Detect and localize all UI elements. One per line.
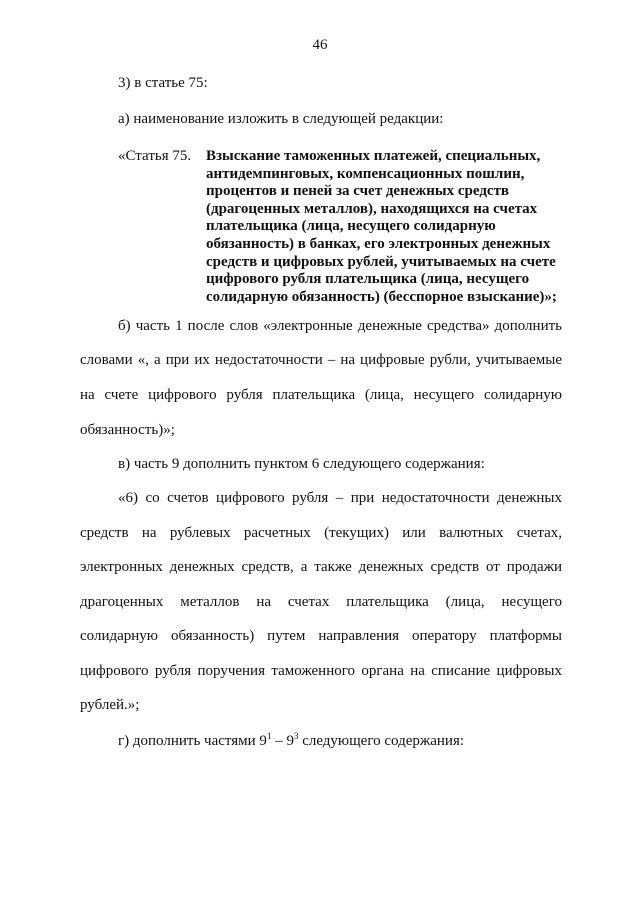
item-g-suffix: следующего содержания:	[298, 733, 465, 749]
article-label: «Статья 75.	[118, 148, 192, 164]
page-number: 46	[312, 37, 328, 53]
item-v-text-line-1: «6) со счетов цифрового рубля – при недостаточности денежных	[118, 490, 562, 506]
item-b-line-3: на счете цифрового рубля плательщика (лица, несущего солидарную	[80, 387, 562, 403]
item-g-prefix: г) дополнить частями 9	[118, 733, 267, 749]
item-b-line-4: обязанность)»;	[80, 422, 175, 438]
item-v-text-line-2: средств на рублевых расчетных (текущих) или валютных счетах,	[80, 525, 562, 541]
item-g-sup-3: 3	[293, 731, 299, 741]
item-v-text-line-7: рублей.»;	[80, 697, 140, 713]
item-g-sup-1: 1	[266, 731, 272, 741]
item-v-text-line-5: солидарную обязанность) путем направления оператору платформы	[80, 628, 562, 644]
item-3: 3) в статье 75:	[118, 75, 208, 91]
item-v-text-line-4: драгоценных металлов на счетах плательщика (лица, несущего	[80, 594, 562, 610]
item-v-text-line-6: цифрового рубля поручения таможенного органа на списание цифровых	[80, 663, 562, 679]
item-g	[118, 733, 464, 750]
item-v-text-line-3: электронных денежных средств, а также денежных средств от продажи	[80, 559, 562, 575]
article-title: Взыскание таможенных платежей, специальных, антидемпинговых, компенсационных пошлин, процентов и пеней за счет денежных средств (драгоценных металлов), находящихся на счетах плательщика (лица, несущего солидарную обязанность) в банках, его электронных денежных средств и цифровых рублей, учитываемых на счете цифрового рубля плательщика (лица, несущего солидарную обязанность) (бесспорное взыскание)»;	[206, 148, 557, 305]
item-b-line-1: б) часть 1 после слов «электронные денежные средства» дополнить	[118, 318, 562, 334]
item-a: а) наименование изложить в следующей редакции:	[118, 111, 444, 127]
item-b-line-2: словами «, а при их недостаточности – на цифровые рубли, учитываемые	[80, 352, 562, 368]
item-g-dash: – 9	[271, 733, 294, 749]
item-v: в) часть 9 дополнить пунктом 6 следующего содержания:	[118, 456, 485, 472]
